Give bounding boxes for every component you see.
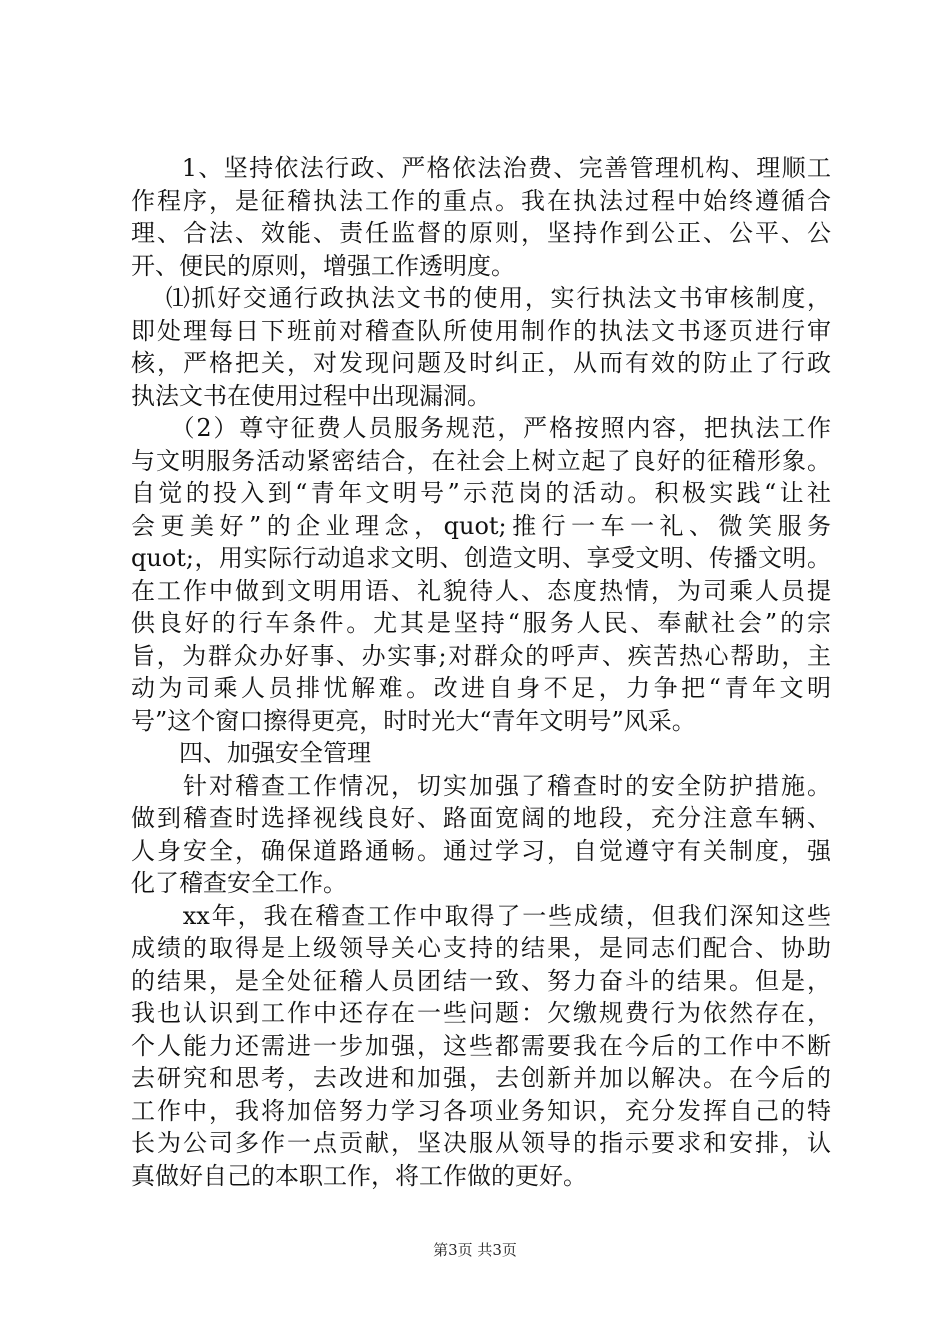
text-line: 针对稽查工作情况，切实加强了稽查时的安全防护措施。 [131,771,831,800]
text-line: 个人能力还需进一步加强，这些都需要我在今后的工作中不断 [131,1031,831,1060]
text-line: 核，严格把关，对发现问题及时纠正，从而有效的防止了行政 [131,349,831,377]
text-line: 即处理每日下班前对稽查队所使用制作的执法文书逐页进行审 [131,316,831,345]
text-line: 去研究和思考，去改进和加强，去创新并加以解决。在今后的 [131,1064,831,1092]
text-line: 会更美好”的企业理念，quot;推行一车一礼、微笑服务 [131,511,831,540]
text-line: 动为司乘人员排忧解难。改进自身不足，力争把“青年文明 [131,674,831,702]
text-line: 工作中，我将加倍努力学习各项业务知识，充分发挥自己的特 [131,1096,831,1125]
text-line: 理、合法、效能、责任监督的原则，坚持作到公正、公平、公 [131,219,831,247]
text-line: 的结果，是全处征稽人员团结一致、努力奋斗的结果。但是， [131,966,831,995]
text-line: quot;，用实际行动追求文明、创造文明、享受文明、传播文明。 [131,544,831,572]
text-line: 自觉的投入到“青年文明号”示范岗的活动。积极实践“让社 [131,479,831,507]
text-line: 供良好的行车条件。尤其是坚持“服务人民、奉献社会”的宗 [131,609,831,637]
section-heading: 四、加强安全管理 [131,739,371,767]
text-line: 1、坚持依法行政、严格依法治费、完善管理机构、理顺工 [131,154,831,182]
document-body [131,152,831,1192]
text-line: （2）尊守征费人员服务规范，严格按照内容，把执法工作 [131,414,831,442]
text-line: 真做好自己的本职工作，将工作做的更好。 [131,1161,587,1190]
text-line: 旨，为群众办好事、办实事;对群众的呼声、疾苦热心帮助，主 [131,641,831,670]
text-line: 号”这个窗口擦得更亮，时时光大“青年文明号”风采。 [131,706,696,735]
page-number-footer: 第3页 共3页 [433,1241,517,1259]
text-line: 人身安全，确保道路通畅。通过学习，自觉遵守有关制度，强 [131,836,831,865]
text-line: 成绩的取得是上级领导关心支持的结果，是同志们配合、协助 [131,934,831,962]
text-line: 在工作中做到文明用语、礼貌待人、态度热情，为司乘人员提 [131,576,831,605]
text-line: 开、便民的原则，增强工作透明度。 [131,251,515,280]
text-line: ⑴抓好交通行政执法文书的使用，实行执法文书审核制度， [131,284,831,312]
text-line: 执法文书在使用过程中出现漏洞。 [131,381,491,410]
text-line: 做到稽查时选择视线良好、路面宽阔的地段，充分注意车辆、 [131,804,831,832]
text-line: 我也认识到工作中还存在一些问题：欠缴规费行为依然存在， [131,999,831,1027]
text-line: xx年，我在稽查工作中取得了一些成绩，但我们深知这些 [131,901,831,930]
text-line: 作程序，是征稽执法工作的重点。我在执法过程中始终遵循合 [131,186,831,215]
text-line: 与文明服务活动紧密结合，在社会上树立起了良好的征稽形象。 [131,446,831,475]
text-line: 长为公司多作一点贡献，坚决服从领导的指示要求和安排，认 [131,1129,831,1157]
text-line: 化了稽查安全工作。 [131,869,347,897]
